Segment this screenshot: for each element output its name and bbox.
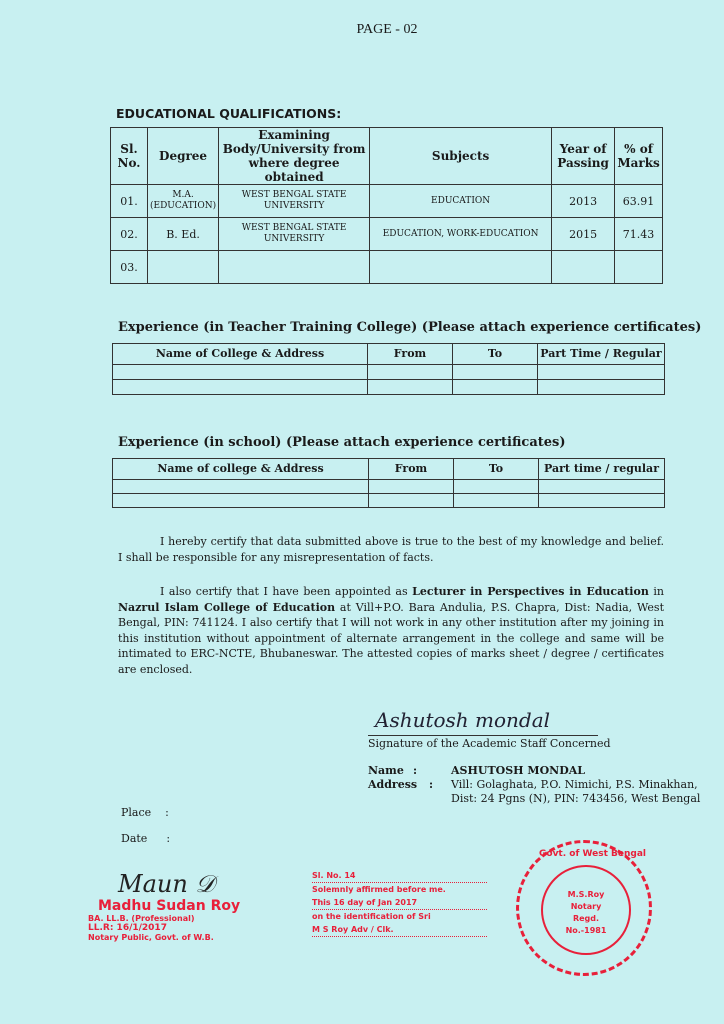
affirm-line: Solemnly affirmed before me. xyxy=(312,885,446,894)
cell: B. Ed. xyxy=(148,218,219,251)
cell: 01. xyxy=(111,185,148,218)
education-table xyxy=(110,127,663,284)
col-subjects: Subjects xyxy=(370,128,552,185)
exp-college-heading: Experience (in Teacher Training College) (Please attach experience certificates) xyxy=(118,320,702,335)
notary-title: Notary Public, Govt. of W.B. xyxy=(88,933,214,942)
col-to: To xyxy=(454,459,539,480)
address-line-1: Vill: Golaghata, P.O. Nimichi, P.S. Minakhan, xyxy=(451,778,698,791)
notary-name: Madhu Sudan Roy xyxy=(98,898,241,914)
declaration-para-2: I also certify that I have been appointed as Lecturer in Perspectives in Education in Nazrul Islam College of Education at Vill+P.O. Bara Andulia, P.S. Chapra, Dist: Nadia, West Bengal, PIN: 741124. I also certify that I will not work in any other institution after my joining in this institution without appointment of alternate arrangement in the college and same will be intimated to ERC-NCTE, Bhubaneswar. The attested copies of marks sheet / degree / certificates are enclosed. xyxy=(118,585,664,676)
address-line-2: Dist: 24 Pgns (N), PIN: 743456, West Bengal xyxy=(451,792,701,805)
col-type: Part Time / Regular xyxy=(538,344,665,365)
seal-outer-text: Govt. of West Bengal xyxy=(539,849,646,859)
cell: EDUCATION, WORK-EDUCATION xyxy=(370,218,552,251)
col-type: Part time / regular xyxy=(539,459,665,480)
exp-college-table xyxy=(112,343,665,395)
col-to: To xyxy=(453,344,538,365)
cell xyxy=(552,251,615,284)
table-header-row xyxy=(111,128,663,185)
education-heading: EDUCATIONAL QUALIFICATIONS: xyxy=(116,106,342,121)
col-name: Name of College & Address xyxy=(113,344,368,365)
col-from: From xyxy=(369,459,454,480)
exp-school-heading: Experience (in school) (Please attach experience certificates) xyxy=(118,435,566,450)
col-from: From xyxy=(368,344,453,365)
table-row xyxy=(113,494,665,508)
col-sl: Sl. No. xyxy=(111,128,148,185)
name-label: Name : xyxy=(368,764,418,777)
seal-inner-text: M.S.Roy Notary Regd. No.-1981 xyxy=(565,890,607,935)
place-label: Place : xyxy=(121,806,169,819)
signature-line xyxy=(368,735,598,736)
notary-seal xyxy=(516,840,652,976)
cell: WEST BENGAL STATE UNIVERSITY xyxy=(219,185,370,218)
cell: 2015 xyxy=(552,218,615,251)
notary-stamp: Maun 𝒟 Madhu Sudan Roy BA. LL.B. (Professional) LL.R: 16/1/2017 Notary Public, Govt. of W.B. xyxy=(88,870,258,942)
col-marks: % of Marks xyxy=(615,128,663,185)
declaration-para-1: I hereby certify that data submitted above is true to the best of my knowledge and belief. I shall be responsible for any misrepresentation of facts. xyxy=(118,535,664,564)
table-row xyxy=(113,365,665,380)
table-row xyxy=(111,251,663,284)
cell xyxy=(615,251,663,284)
col-year: Year of Passing xyxy=(552,128,615,185)
cell xyxy=(370,251,552,284)
col-degree: Degree xyxy=(148,128,219,185)
page-number: PAGE - 02 xyxy=(356,22,418,37)
cell: 03. xyxy=(111,251,148,284)
notary-qualification: BA. LL.B. (Professional) xyxy=(88,914,195,923)
affirm-line: on the identification of Sri xyxy=(312,912,431,921)
col-university: Examining Body/University from where degree obtained xyxy=(219,128,370,185)
cell: 71.43 xyxy=(615,218,663,251)
cell xyxy=(148,251,219,284)
exp-school-table xyxy=(112,458,665,508)
col-name: Name of college & Address xyxy=(113,459,369,480)
date-label: Date : xyxy=(121,832,171,845)
notary-reg: LL.R: 16/1/2017 xyxy=(88,923,167,933)
table-row xyxy=(113,380,665,395)
affirm-identifier: M S Roy Adv / Clk. xyxy=(312,923,487,937)
cell: 2013 xyxy=(552,185,615,218)
table-row xyxy=(113,480,665,494)
name-value: ASHUTOSH MONDAL xyxy=(451,764,586,777)
cell xyxy=(219,251,370,284)
handwritten-signature: Ashutosh mondal xyxy=(375,708,551,732)
signature-caption: Signature of the Academic Staff Concerned xyxy=(368,737,611,750)
affirm-sl-no: Sl. No. 14 xyxy=(312,869,487,883)
address-label: Address : xyxy=(368,778,434,791)
affirmation-stamp xyxy=(312,855,487,937)
cell: 02. xyxy=(111,218,148,251)
cell: M.A. (EDUCATION) xyxy=(148,185,219,218)
table-row xyxy=(111,218,663,251)
table-row xyxy=(111,185,663,218)
cell: 63.91 xyxy=(615,185,663,218)
cell: EDUCATION xyxy=(370,185,552,218)
cell: WEST BENGAL STATE UNIVERSITY xyxy=(219,218,370,251)
affirm-date: This 16 day of Jan 2017 xyxy=(312,896,487,910)
